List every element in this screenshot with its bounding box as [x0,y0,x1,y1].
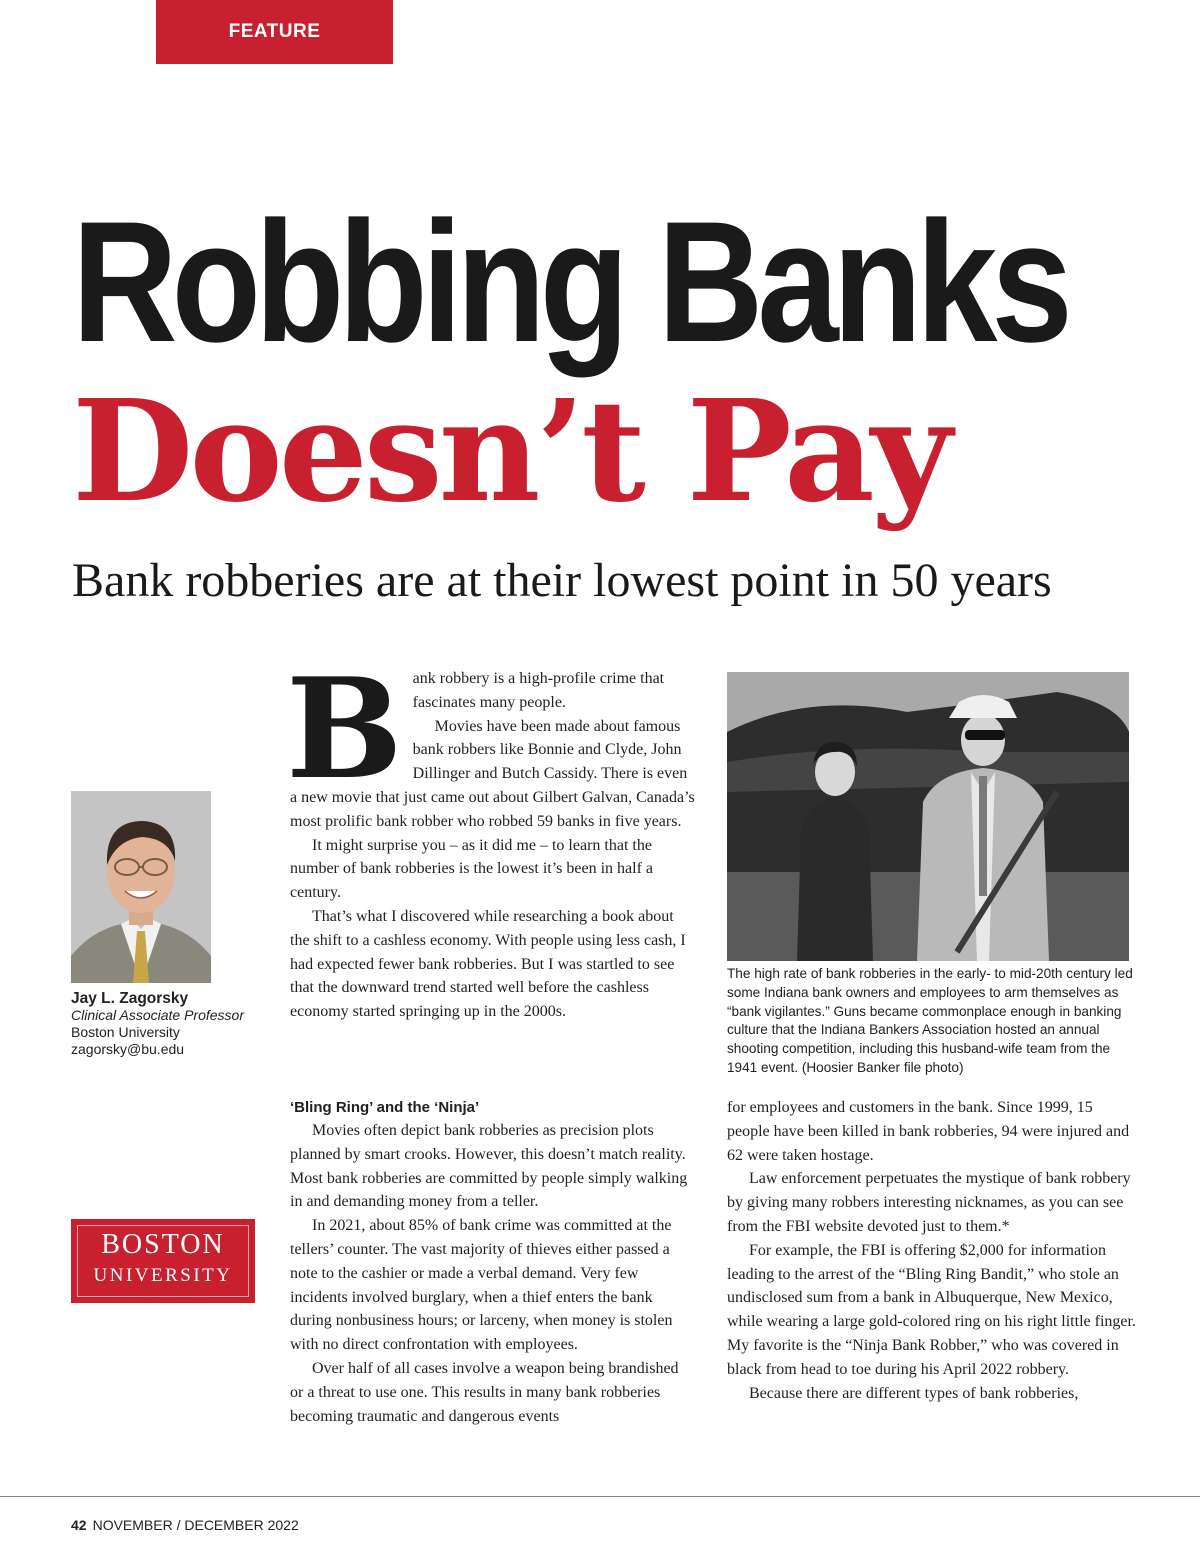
author-name: Jay L. Zagorsky [71,990,189,1007]
subheadline: Bank robberies are at their lowest point in 50 years [72,554,1052,607]
author-affiliation: Boston University [71,1024,180,1040]
photo-caption: The high rate of bank robberies in the early- to mid-20th century led some Indiana bank owners and employees to arm themselves as “bank vigilantes.” Guns became commonplace enough in banking culture that the Indiana Bankers Association hosted an annual shooting competition, including this husband-wife team from the 1941 event. (Hoosier Banker file photo) [727,966,1133,1075]
article-paragraph: Bank robbery is a high-profile crime that fascinates many people. [286,647,665,810]
section-heading: ‘Bling Ring’ and the ‘Ninja’ [290,1099,480,1116]
author-email: zagorsky@bu.edu [71,1041,185,1057]
boston-university-logo [71,1219,255,1303]
article-paragraph: Law enforcement perpetuates the mystique of bank robbery by giving many robbers interesting nicknames, as you can see from the FBI website devoted just to them.* [727,1170,1131,1235]
author-info [71,990,244,1058]
drop-cap: B [286,647,403,810]
page-footer [71,1517,299,1533]
article-paragraph: In 2021, about 85% of bank crime was committed at the tellers’ counter. The vast majority of thieves either passed a note to the cashier or made a verbal demand. Very few incidents involved burglary, when a thief enters the bank during nonbusiness hours; or larceny, when money is stolen with no direct confrontation with employees. [290,1217,673,1354]
logo-line-2: UNIVERSITY [93,1265,233,1286]
logo-line-1: BOSTON [101,1229,225,1260]
article-column-left-top [286,647,695,1024]
article-column-left-bottom [290,1096,695,1428]
headline-line-2: Doesn’t Pay [72,370,949,534]
article-paragraph: Movies have been made about famous bank robbers like Bonnie and Clyde, John Dillinger and Butch Cassidy. There is even a new movie that just came out about Gilbert Galvan, Canada’s most prolific bank robber who robbed 59 banks in five years. [290,717,695,830]
author-photo [71,791,211,983]
headline-line-1: Robbing Banks [72,186,1067,378]
article-paragraph: That’s what I discovered while researching a book about the shift to a cashless economy. With people using less cash, I had expected fewer bank robberies. But I was startled to see that the downward trend started well before the cashless economy started springing up in the 2000s. [290,907,686,1021]
page-number: 42 [71,1517,87,1533]
historical-photo [727,672,1129,961]
article-paragraph: Because there are different types of bank robberies, [749,1384,1079,1402]
author-title: Clinical Associate Professor [71,1007,244,1023]
section-tab: FEATURE [156,0,393,64]
issue-date: NOVEMBER / DECEMBER 2022 [92,1517,299,1533]
article-column-right [727,1096,1137,1405]
article-paragraph: It might surprise you – as it did me – to learn that the number of bank robberies is the lowest it’s been in half a century. [290,836,654,902]
footer-divider [0,1496,1200,1497]
article-paragraph: for employees and customers in the bank. Since 1999, 15 people have been killed in bank robberies, 94 were injured and 62 were taken hostage. [727,1099,1130,1164]
article-paragraph: Over half of all cases involve a weapon being brandished or a threat to use one. This results in many bank robberies becoming traumatic and dangerous events [290,1359,679,1425]
article-paragraph: For example, the FBI is offering $2,000 for information leading to the arrest of the “Bling Ring Bandit,” who stole an undisclosed sum from a bank in Albuquerque, New Mexico, while wearing a large gold-colored ring on his right little finger. My favorite is the “Ninja Bank Robber,” who was covered in black from head to toe during his April 2022 robbery. [727,1241,1136,1378]
article-paragraph: Movies often depict bank robberies as precision plots planned by smart crooks. However, this doesn’t match reality. Most bank robberies are committed by people simply walking in and demanding money from a teller. [290,1122,688,1211]
